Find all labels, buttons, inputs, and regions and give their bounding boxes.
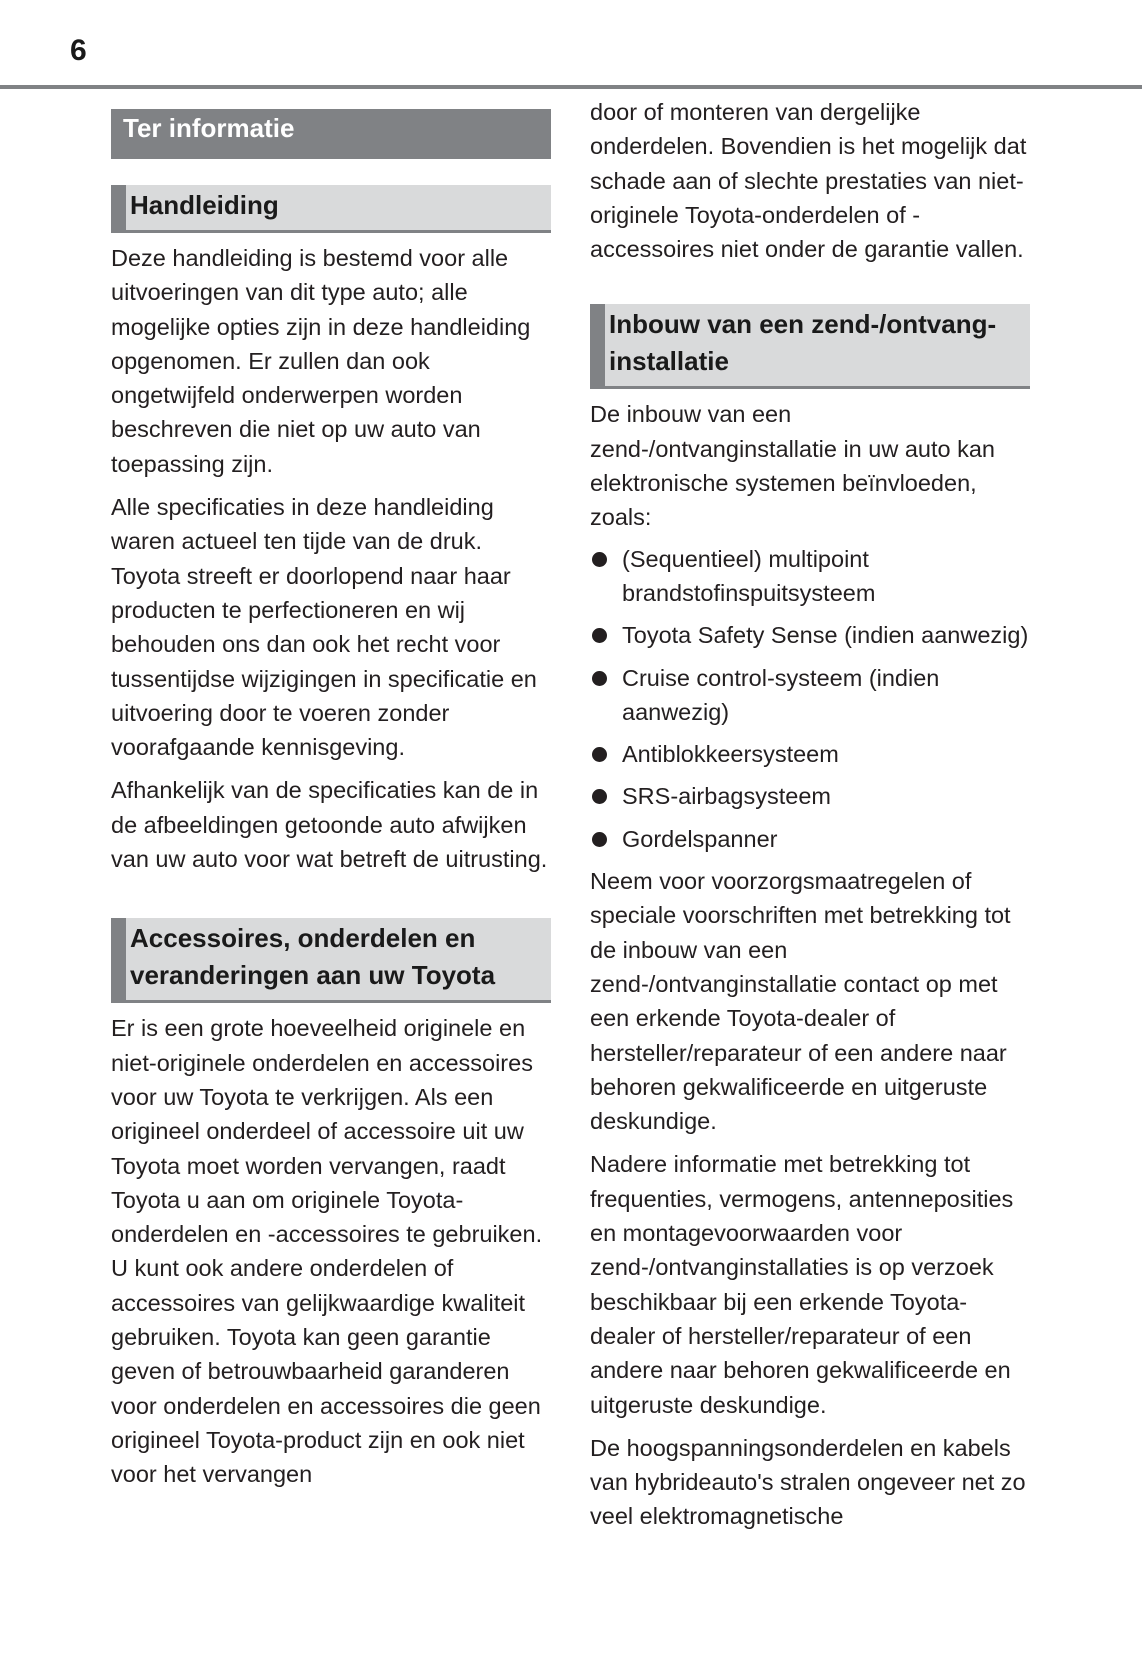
paragraph: De hoogspanningsonderdelen en kabels van hybrideauto's stralen ongeveer net zo veel elektromagnetische [590,1434,1026,1530]
paragraph: Afhankelijk van de specificaties kan de in de afbeeldingen getoonde auto afwijken van uw auto voor wat betreft de uitrusting. [111,777,548,873]
paragraph-intro: De inbouw van een zend-/ontvanginstallatie in uw auto kan elektronische systemen beïnvloeden, zoals: [590,401,995,531]
paragraph: Alle specificaties in deze handleiding waren actueel ten tijde van de druk. Toyota streeft er doorlopend naar haar producten te perfectioneren en wij behouden ons dan ook het recht voor tussentijdse wijzigingen in specificatie en uitvoering door te voeren zonder voorafgaande kennisgeving. [111,494,537,761]
section-heading-line: Inbouw van een zend-/ontvang- [609,309,997,340]
bullet-item: Toyota Safety Sense (indien aanwezig) [590,618,1030,652]
chapter-title: Ter informatie [111,109,551,159]
bullet-item: (Sequentieel) multipoint brandstofinspuitsysteem [590,542,1030,611]
right-column [590,95,1030,1534]
bullet-dot-icon [592,628,607,643]
section-heading-accessoires [111,918,551,1003]
page-number: 6 [70,34,87,67]
bullet-item: Cruise control-systeem (indien aanwezig) [590,661,1030,730]
section-heading-line: installatie [609,346,729,377]
bullet-item: Gordelspanner [590,822,1030,856]
paragraph: Er is een grote hoeveelheid originele en niet-originele onderdelen en accessoires voor uw Toyota te verkrijgen. Als een origineel onderdeel of accessoire uit uw Toyota moet worden vervangen, raadt Toyota u aan om originele Toyota-onderdelen en -accessoires te gebruiken. U kunt ook andere onderdelen of accessoires van gelijkwaardige kwaliteit gebruiken. Toyota kan geen garantie geven of betrouwbaarheid garanderen voor onderdelen en accessoires die geen origineel Toyota-product zijn en ook niet voor het vervangen [111,1015,543,1488]
section-heading-inbouw [590,304,1030,389]
section-heading-handleiding [111,185,551,233]
section-heading-text: Handleiding [130,190,279,220]
bullet-item: SRS-airbagsysteem [590,779,1030,813]
paragraph: Nadere informatie met betrekking tot frequenties, vermogens, antenneposities en montagevoorwaarden voor zend-/ontvanginstallaties is op verzoek beschikbaar bij een erkende Toyota-dealer of hersteller/reparateur of een andere naar behoren gekwalificeerde en uitgeruste deskundige. [590,1151,1014,1418]
bullet-dot-icon [592,832,607,847]
bullet-list [590,542,1030,856]
section-heading-line: Accessoires, onderdelen en [130,923,476,954]
paragraph: Neem voor voorzorgsmaatregelen of speciale voorschriften met betrekking tot de inbouw van een zend-/ontvanginstallatie contact op met een erkende Toyota-dealer of hersteller/reparateur of een andere naar behoren gekwalificeerde en uitgeruste deskundige. [590,868,1011,1135]
paragraph: Deze handleiding is bestemd voor alle uitvoeringen van dit type auto; alle mogelijke opties zijn in deze handleiding opgenomen. Er zullen dan ook ongetwijfeld onderwerpen worden beschreven die niet op uw auto van toepassing zijn. [111,245,531,477]
bullet-item: Antiblokkeersysteem [590,737,1030,771]
header-rule [0,85,1142,89]
left-column [111,100,551,1492]
section-heading-line: veranderingen aan uw Toyota [130,960,496,991]
paragraph-continuation: door of monteren van dergelijke onderdelen. Bovendien is het mogelijk dat schade aan of slechte prestaties van niet-originele Toyota-onderdelen of -accessoires niet onder de garantie vallen. [590,99,1027,263]
bullet-dot-icon [592,671,607,686]
bullet-dot-icon [592,747,607,762]
bullet-dot-icon [592,789,607,804]
bullet-dot-icon [592,552,607,567]
